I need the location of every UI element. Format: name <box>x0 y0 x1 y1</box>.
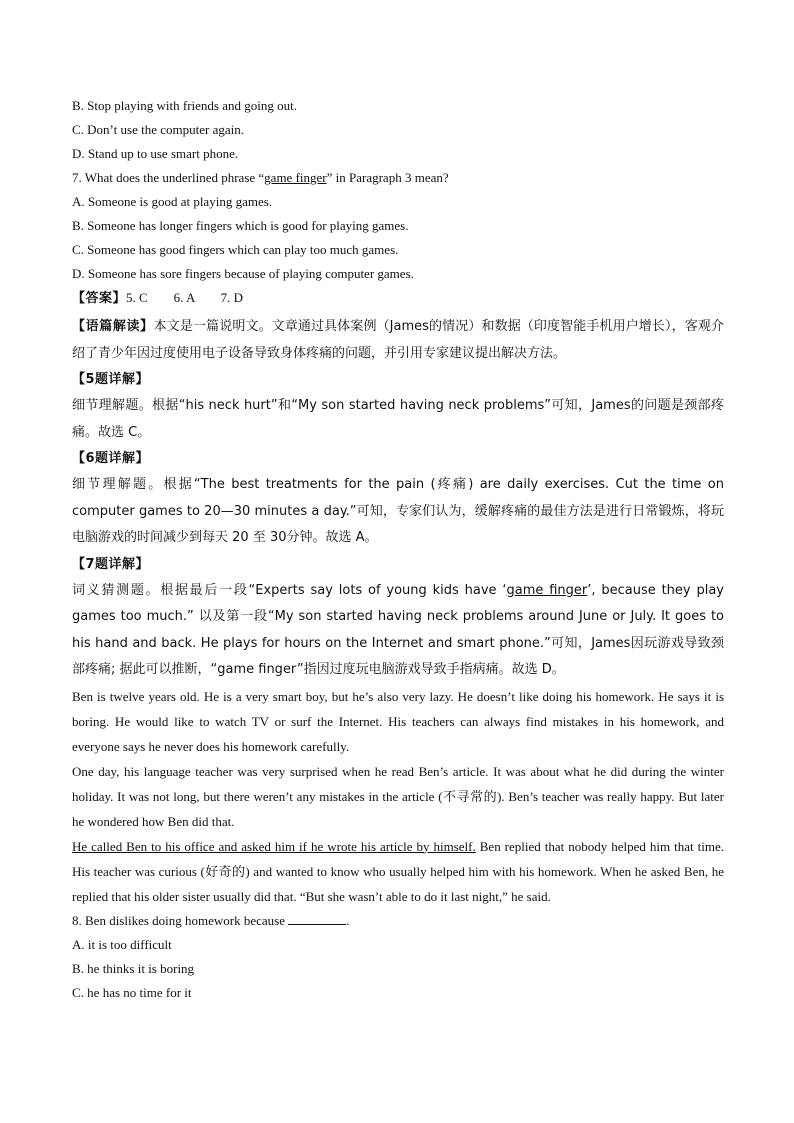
q7-explanation <box>72 578 724 684</box>
option-b-q7: B. Someone has longer fingers which is good for playing games. <box>72 218 409 233</box>
option-c-q7: C. Someone has good fingers which can play too much games. <box>72 242 399 257</box>
question-7 <box>72 166 724 190</box>
question-8 <box>72 909 724 933</box>
analysis-paragraph <box>72 314 724 367</box>
answer-line <box>72 286 724 312</box>
option-b-q8: B. he thinks it is boring <box>72 960 195 976</box>
passage-paragraph-2: One day, his language teacher was very surprised when he read Ben’s article. It was about what he did during the winter holiday. It was not long, but there weren’t any mistakes in the article (不寻常的). Ben’s teacher was really happy. But later he wondered how Ben did that. <box>72 763 724 829</box>
passage-paragraph-1: Ben is twelve years old. He is a very smart boy, but he’s also very lazy. He doesn’t like doing his homework. He says it is boring. He would like to watch TV or surf the Internet. His teachers can always find mistakes in his homework, and everyone says he never does his homework carefully. <box>72 688 724 754</box>
option-d-q6: D. Stand up to use smart phone. <box>72 146 239 161</box>
q5-explanation: 细节理解题。根据“his neck hurt”和“My son started having neck problems”可知，James的问题是颈部疼痛。故选 C。 <box>72 398 724 440</box>
q6-explanation: 细节理解题。根据“The best treatments for the pain (疼痛) are daily exercises. Cut the time on computer games to 20—30 minutes a day.”可知，专家们认为，缓解疼痛的最佳方法是进行日常锻炼，将玩电脑游戏的时间减少到每天 20 至 30分钟。故选 A。 <box>72 477 724 545</box>
document-page <box>72 94 724 1005</box>
option-c-q8: C. he has no time for it <box>72 984 192 1000</box>
q7-text-before: 词义猜测题。根据最后一段“Experts say lots of young kids have ‘ <box>72 582 507 598</box>
q7-explanation-phrase: game finger <box>506 582 588 598</box>
q7-text-after: ’, because they play games too much.” 以及第一段“My son started having neck problems around June or July. It goes to his hand and back. He plays for hours on the Internet and smart phone.”可知，James因玩游戏导致颈部疼痛; 据此可以推断，“game finger”指因过度玩电脑游戏导致手指病痛。故选 D。 <box>72 582 724 677</box>
analysis-text: 本文是一篇说明文。文章通过具体案例（James的情况）和数据（印度智能手机用户增长），客观介绍了青少年因过度使用电子设备导致身体疼痛的问题，并引用专家建议提出解决方法。 <box>72 319 724 361</box>
q5-heading: 【5题详解】 <box>72 372 150 387</box>
answer-text: 5. C 6. A 7. D <box>126 290 244 305</box>
answer-label: 【答案】 <box>72 291 127 306</box>
q8-answer-blank <box>288 912 346 925</box>
option-a-q8: A. it is too difficult <box>72 936 172 952</box>
passage-underlined-sentence: He called Ben to his office and asked him if he wrote his article by himself. <box>72 838 476 854</box>
q7-suffix: ” in Paragraph 3 mean? <box>326 170 449 185</box>
option-d-q7: D. Someone has sore fingers because of playing computer games. <box>72 266 414 281</box>
q7-heading: 【7题详解】 <box>72 556 150 572</box>
passage-paragraph-3 <box>72 834 724 909</box>
q7-prefix: 7. What does the underlined phrase “ <box>72 170 265 185</box>
option-b-q6: B. Stop playing with friends and going out. <box>72 98 297 113</box>
analysis-label: 【语篇解读】 <box>72 319 154 334</box>
q8-stem: 8. Ben dislikes doing homework because <box>72 912 286 928</box>
q7-underlined-phrase: game finger <box>264 170 327 185</box>
q8-stem-end: . <box>346 912 350 928</box>
q6-heading: 【6题详解】 <box>72 451 150 466</box>
option-c-q6: C. Don’t use the computer again. <box>72 122 244 137</box>
option-a-q7: A. Someone is good at playing games. <box>72 194 273 209</box>
passage-paragraph-3-rest: Ben replied that nobody helped him that time. His teacher was curious (好奇的) and wanted to know who usually helped him with his homework. When he asked Ben, he replied that his older sister usually did that. “But she wasn’t able to do it last night,” he said. <box>72 838 724 904</box>
